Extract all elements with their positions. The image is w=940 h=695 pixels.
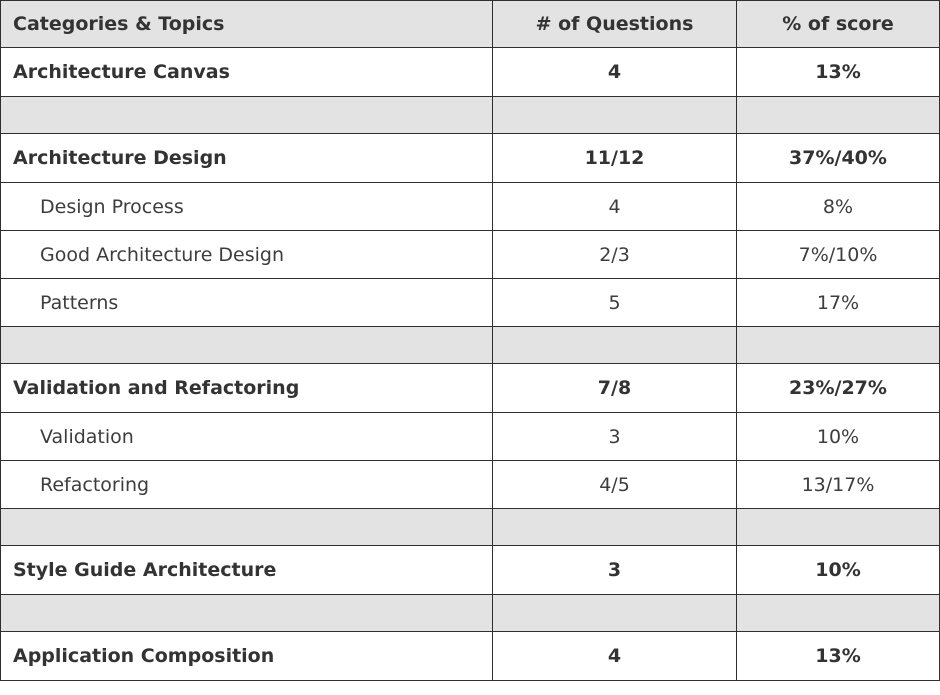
- category-name: Application Composition: [1, 632, 493, 681]
- question-count: 4: [493, 48, 737, 97]
- question-count: 3: [493, 546, 737, 595]
- score-percent: 17%: [737, 279, 940, 327]
- spacer-row: [1, 595, 940, 632]
- score-percent: 7%/10%: [737, 231, 940, 279]
- topic-row: [1, 183, 940, 231]
- category-row: [1, 364, 940, 413]
- topic-row: [1, 279, 940, 327]
- question-count: 11/12: [493, 134, 737, 183]
- question-count: 3: [493, 413, 737, 461]
- score-percent: 10%: [737, 413, 940, 461]
- category-name: Style Guide Architecture: [1, 546, 493, 595]
- topic-name: Good Architecture Design: [1, 231, 493, 279]
- spacer-cell: [737, 509, 940, 546]
- table-header-row: [1, 1, 940, 48]
- topic-name: Design Process: [1, 183, 493, 231]
- question-count: 4: [493, 183, 737, 231]
- question-count: 2/3: [493, 231, 737, 279]
- header-score: % of score: [737, 1, 940, 48]
- category-name: Validation and Refactoring: [1, 364, 493, 413]
- category-row: [1, 48, 940, 97]
- category-row: [1, 134, 940, 183]
- question-count: 4: [493, 632, 737, 681]
- topic-row: [1, 413, 940, 461]
- spacer-cell: [737, 595, 940, 632]
- category-row: [1, 632, 940, 681]
- topic-row: [1, 231, 940, 279]
- score-percent: 13%: [737, 632, 940, 681]
- spacer-row: [1, 509, 940, 546]
- score-percent: 23%/27%: [737, 364, 940, 413]
- spacer-cell: [737, 97, 940, 134]
- spacer-row: [1, 327, 940, 364]
- spacer-cell: [1, 595, 493, 632]
- spacer-row: [1, 97, 940, 134]
- question-count: 4/5: [493, 461, 737, 509]
- score-percent: 37%/40%: [737, 134, 940, 183]
- spacer-cell: [1, 97, 493, 134]
- spacer-cell: [737, 327, 940, 364]
- header-categories: Categories & Topics: [1, 1, 493, 48]
- spacer-cell: [493, 509, 737, 546]
- spacer-cell: [493, 327, 737, 364]
- topic-row: [1, 461, 940, 509]
- question-count: 5: [493, 279, 737, 327]
- score-percent: 13%: [737, 48, 940, 97]
- score-percent: 13/17%: [737, 461, 940, 509]
- category-row: [1, 546, 940, 595]
- category-name: Architecture Design: [1, 134, 493, 183]
- question-count: 7/8: [493, 364, 737, 413]
- spacer-cell: [493, 595, 737, 632]
- topic-name: Patterns: [1, 279, 493, 327]
- topic-name: Refactoring: [1, 461, 493, 509]
- category-name: Architecture Canvas: [1, 48, 493, 97]
- header-questions: # of Questions: [493, 1, 737, 48]
- spacer-cell: [493, 97, 737, 134]
- spacer-cell: [1, 327, 493, 364]
- topic-name: Validation: [1, 413, 493, 461]
- score-percent: 10%: [737, 546, 940, 595]
- spacer-cell: [1, 509, 493, 546]
- score-percent: 8%: [737, 183, 940, 231]
